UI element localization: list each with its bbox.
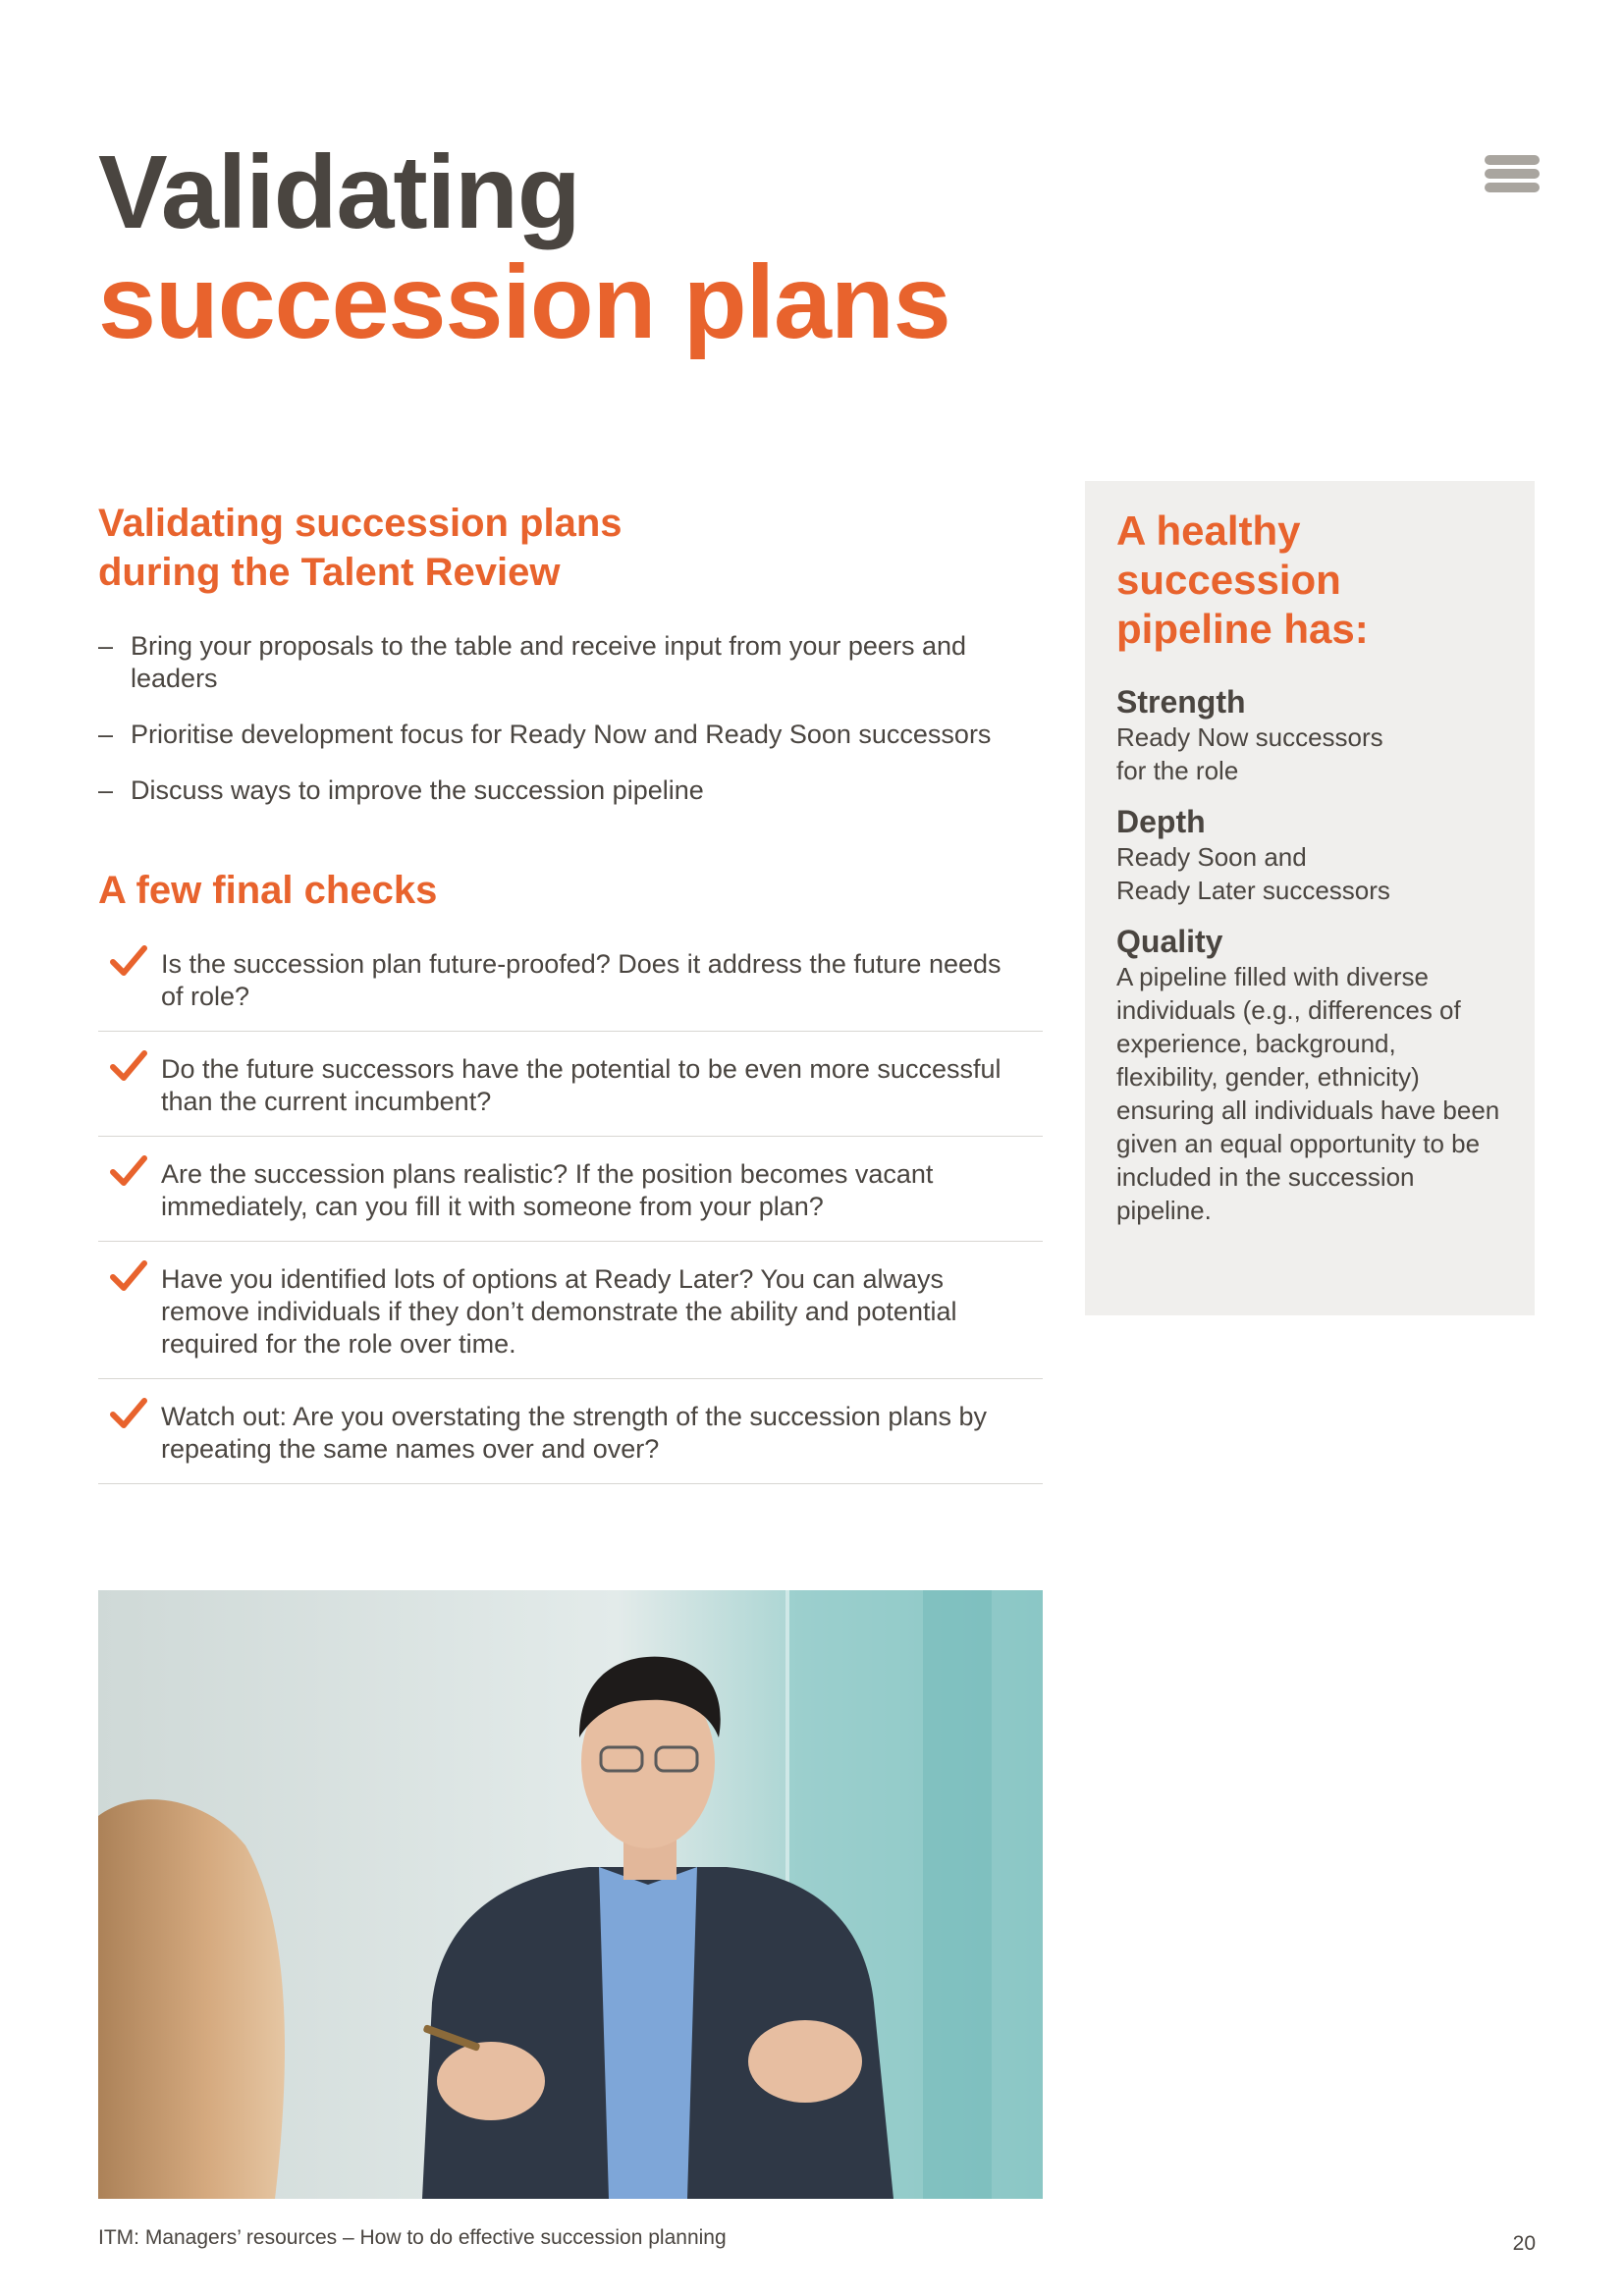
panel-heading: A healthy succession pipeline has: (1116, 507, 1369, 652)
list-item: – Discuss ways to improve the succession pipeline (98, 775, 704, 805)
checkmark-icon (110, 1049, 147, 1083)
talent-review-heading: Validating succession plans during the Talent Review (98, 502, 623, 594)
strength-title: Strength (1116, 684, 1246, 720)
check-item: Watch out: Are you overstating the strength of the succession plans by repeating the same names over and over? (98, 1378, 1043, 1483)
depth-title: Depth (1116, 804, 1206, 839)
menu-icon[interactable] (1485, 155, 1540, 192)
checkmark-icon (110, 1397, 147, 1430)
check-item: Have you identified lots of options at Ready Later? You can always remove individuals if they don’t demonstrate the ability and potential required for the role over time. (98, 1241, 1043, 1378)
depth-text: Ready Soon and Ready Later successors (1116, 842, 1390, 905)
list-item: – Prioritise development focus for Ready Now and Ready Soon successors (98, 720, 992, 749)
meeting-photo (98, 1590, 1043, 2199)
page-number: 20 (1512, 2232, 1536, 2255)
check-item: Do the future successors have the potential to be even more successful than the current incumbent? (98, 1031, 1043, 1136)
final-checks-heading: A few final checks (98, 869, 438, 912)
main-column (98, 499, 1043, 1484)
healthy-pipeline-panel (1085, 481, 1535, 1315)
checkmark-icon (110, 1259, 147, 1293)
check-item: Are the succession plans realistic? If the position becomes vacant immediately, can you fill it with someone from your plan? (98, 1136, 1043, 1241)
list-item: – Bring your proposals to the table and receive input from your peers and leaders (98, 631, 966, 693)
page-title (98, 134, 950, 360)
page-title-line1: Validating (98, 134, 580, 250)
checkmark-icon (110, 1154, 147, 1188)
check-item: Is the succession plan future-proofed? Does it address the future needs of role? (98, 927, 1043, 1031)
footer-text: ITM: Managers’ resources – How to do effective succession planning (98, 2226, 727, 2249)
final-checks-list (98, 927, 1043, 1484)
quality-text: A pipeline filled with diverse individuals (e.g., differences of experience, background, flexibility, gender, ethnicity) ensuring all individuals have been given an equal opportunity to be included in the succession pipeline. (1116, 962, 1500, 1225)
strength-text: Ready Now successors for the role (1116, 722, 1383, 785)
checkmark-icon (110, 944, 147, 978)
page-title-line2: succession plans (98, 244, 950, 360)
quality-title: Quality (1116, 924, 1223, 959)
photo-illustration (98, 1590, 1043, 2199)
talent-review-list (98, 630, 1043, 807)
